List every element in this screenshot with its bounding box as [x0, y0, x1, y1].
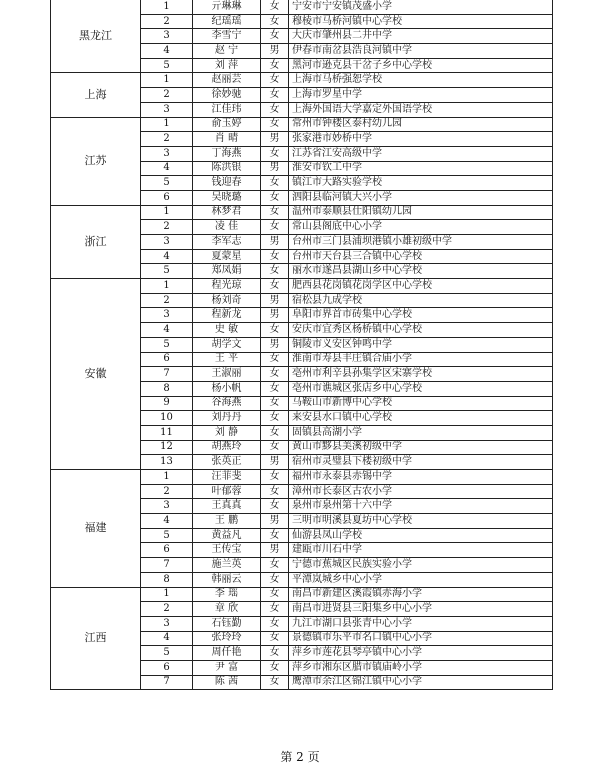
row-number: 6: [141, 543, 193, 558]
row-number: 5: [141, 337, 193, 352]
row-number: 1: [141, 587, 193, 602]
teacher-name: 王真真: [193, 499, 261, 514]
row-number: 10: [141, 411, 193, 426]
teacher-gender: 女: [261, 88, 289, 103]
teacher-name: 张英正: [193, 455, 261, 470]
row-number: 2: [141, 484, 193, 499]
teacher-list-table: [50, 0, 553, 690]
row-number: 4: [141, 514, 193, 529]
teacher-gender: 女: [261, 484, 289, 499]
teacher-gender: 女: [261, 279, 289, 294]
row-number: 7: [141, 558, 193, 573]
teacher-gender: 男: [261, 161, 289, 176]
teacher-name: 李 瑶: [193, 587, 261, 602]
teacher-name: 尹 富: [193, 660, 261, 675]
table-row: [51, 587, 553, 602]
school-name: 宁安市宁安镇茂盛小学: [289, 0, 553, 14]
teacher-name: 李雪宁: [193, 29, 261, 44]
row-number: 7: [141, 367, 193, 382]
province-cell: 江苏: [51, 117, 141, 205]
teacher-name: 石钰勤: [193, 616, 261, 631]
school-name: 福州市永泰县赤锡中学: [289, 470, 553, 485]
teacher-gender: 女: [261, 73, 289, 88]
school-name: 南昌市进贤县三阳集乡中心小学: [289, 602, 553, 617]
teacher-name: 亓琳琳: [193, 0, 261, 14]
row-number: 3: [141, 235, 193, 250]
school-name: 淮南市寿县丰庄镇合庙小学: [289, 352, 553, 367]
teacher-gender: 男: [261, 543, 289, 558]
teacher-gender: 女: [261, 176, 289, 191]
row-number: 1: [141, 0, 193, 14]
school-name: 上海外国语大学嘉定外国语学校: [289, 102, 553, 117]
school-name: 南昌市新建区溪霞镇赤海小学: [289, 587, 553, 602]
teacher-name: 黄益凡: [193, 528, 261, 543]
school-name: 仙游县凤山学校: [289, 528, 553, 543]
teacher-gender: 女: [261, 396, 289, 411]
teacher-name: 王传宝: [193, 543, 261, 558]
teacher-gender: 女: [261, 58, 289, 73]
teacher-gender: 女: [261, 0, 289, 14]
teacher-gender: 女: [261, 675, 289, 690]
teacher-gender: 女: [261, 558, 289, 573]
teacher-gender: 女: [261, 146, 289, 161]
row-number: 8: [141, 572, 193, 587]
teacher-name: 刘 萍: [193, 58, 261, 73]
teacher-gender: 女: [261, 367, 289, 382]
teacher-gender: 女: [261, 323, 289, 338]
teacher-name: 赵丽芸: [193, 73, 261, 88]
province-cell: 安徽: [51, 279, 141, 470]
school-name: 宿州市灵璧县下楼初级中学: [289, 455, 553, 470]
row-number: 3: [141, 29, 193, 44]
teacher-gender: 女: [261, 205, 289, 220]
school-name: 来安县水口镇中心学校: [289, 411, 553, 426]
teacher-name: 程光琼: [193, 279, 261, 294]
school-name: 铜陵市义安区钟鸣中学: [289, 337, 553, 352]
row-number: 6: [141, 352, 193, 367]
row-number: 2: [141, 132, 193, 147]
province-cell: 福建: [51, 470, 141, 588]
teacher-name: 凌 佳: [193, 220, 261, 235]
table-row: [51, 279, 553, 294]
school-name: 鹰潭市余江区锦江镇中心小学: [289, 675, 553, 690]
teacher-name: 叶郁蓉: [193, 484, 261, 499]
school-name: 宁德市蕉城区民族实验小学: [289, 558, 553, 573]
teacher-gender: 女: [261, 440, 289, 455]
teacher-gender: 女: [261, 411, 289, 426]
row-number: 6: [141, 660, 193, 675]
teacher-list-body: [51, 0, 553, 690]
row-number: 5: [141, 646, 193, 661]
school-name: 漳州市长泰区古农小学: [289, 484, 553, 499]
row-number: 2: [141, 602, 193, 617]
teacher-name: 江佳玮: [193, 102, 261, 117]
school-name: 亳州市利辛县孙集学区宋寨学校: [289, 367, 553, 382]
school-name: 阜阳市界首市砖集中心学校: [289, 308, 553, 323]
school-name: 萍乡市湘东区腊市镇庙岭小学: [289, 660, 553, 675]
teacher-gender: 女: [261, 14, 289, 29]
teacher-name: 施兰英: [193, 558, 261, 573]
teacher-gender: 男: [261, 235, 289, 250]
row-number: 2: [141, 220, 193, 235]
teacher-name: 史 敏: [193, 323, 261, 338]
school-name: 肥西县花岗镇花岗学区中心学校: [289, 279, 553, 294]
row-number: 13: [141, 455, 193, 470]
teacher-name: 徐妙驰: [193, 88, 261, 103]
row-number: 2: [141, 14, 193, 29]
row-number: 5: [141, 176, 193, 191]
row-number: 4: [141, 161, 193, 176]
row-number: 1: [141, 470, 193, 485]
row-number: 2: [141, 293, 193, 308]
row-number: 6: [141, 190, 193, 205]
teacher-gender: 男: [261, 132, 289, 147]
province-cell: 上海: [51, 73, 141, 117]
school-name: 台州市天台县三合镇中心学校: [289, 249, 553, 264]
school-name: 建瓯市川石中学: [289, 543, 553, 558]
row-number: 5: [141, 264, 193, 279]
row-number: 3: [141, 499, 193, 514]
row-number: 1: [141, 205, 193, 220]
school-name: 江苏省江安高级中学: [289, 146, 553, 161]
teacher-gender: 男: [261, 514, 289, 529]
table-row: [51, 470, 553, 485]
school-name: 上海市罗星中学: [289, 88, 553, 103]
province-cell: 黑龙江: [51, 0, 141, 73]
school-name: 温州市泰顺县仕阳镇幼儿园: [289, 205, 553, 220]
teacher-name: 俞玉婷: [193, 117, 261, 132]
teacher-gender: 女: [261, 499, 289, 514]
teacher-name: 丁海燕: [193, 146, 261, 161]
teacher-name: 刘丹丹: [193, 411, 261, 426]
teacher-name: 韩丽云: [193, 572, 261, 587]
teacher-name: 杨刘奇: [193, 293, 261, 308]
teacher-gender: 女: [261, 631, 289, 646]
row-number: 4: [141, 323, 193, 338]
row-number: 1: [141, 279, 193, 294]
teacher-name: 肖 晴: [193, 132, 261, 147]
row-number: 5: [141, 58, 193, 73]
row-number: 5: [141, 528, 193, 543]
teacher-gender: 男: [261, 44, 289, 59]
school-name: 台州市三门县浦坝港镇小雄初级中学: [289, 235, 553, 250]
teacher-gender: 女: [261, 29, 289, 44]
teacher-gender: 女: [261, 587, 289, 602]
teacher-gender: 女: [261, 352, 289, 367]
teacher-name: 王 鹏: [193, 514, 261, 529]
row-number: 12: [141, 440, 193, 455]
teacher-name: 吴晓璐: [193, 190, 261, 205]
row-number: 3: [141, 308, 193, 323]
row-number: 2: [141, 88, 193, 103]
teacher-gender: 男: [261, 308, 289, 323]
teacher-gender: 女: [261, 220, 289, 235]
row-number: 3: [141, 102, 193, 117]
province-cell: 浙江: [51, 205, 141, 278]
teacher-name: 钱迎春: [193, 176, 261, 191]
teacher-name: 胡学文: [193, 337, 261, 352]
teacher-name: 李军志: [193, 235, 261, 250]
table-row: [51, 205, 553, 220]
row-number: 1: [141, 117, 193, 132]
teacher-gender: 女: [261, 117, 289, 132]
school-name: 固镇县高湖小学: [289, 425, 553, 440]
school-name: 三明市明溪县夏坊中心学校: [289, 514, 553, 529]
teacher-gender: 女: [261, 470, 289, 485]
school-name: 萍乡市莲花县琴亭镇中心小学: [289, 646, 553, 661]
teacher-name: 林梦君: [193, 205, 261, 220]
teacher-name: 赵 宁: [193, 44, 261, 59]
school-name: 平潭岚城乡中心小学: [289, 572, 553, 587]
row-number: 9: [141, 396, 193, 411]
teacher-name: 胡燕玲: [193, 440, 261, 455]
teacher-gender: 女: [261, 616, 289, 631]
teacher-name: 王 平: [193, 352, 261, 367]
teacher-gender: 男: [261, 337, 289, 352]
teacher-gender: 女: [261, 264, 289, 279]
table-row: [51, 0, 553, 14]
teacher-name: 张玲玲: [193, 631, 261, 646]
teacher-gender: 女: [261, 249, 289, 264]
teacher-name: 周仟艳: [193, 646, 261, 661]
teacher-name: 杨小帆: [193, 381, 261, 396]
table-row: [51, 117, 553, 132]
row-number: 4: [141, 44, 193, 59]
school-name: 常州市钟楼区泰村幼儿园: [289, 117, 553, 132]
school-name: 常山县阁底中心小学: [289, 220, 553, 235]
row-number: 8: [141, 381, 193, 396]
teacher-name: 章 欣: [193, 602, 261, 617]
teacher-name: 谷海燕: [193, 396, 261, 411]
school-name: 泗阳县临河镇大兴小学: [289, 190, 553, 205]
teacher-gender: 女: [261, 425, 289, 440]
teacher-gender: 女: [261, 190, 289, 205]
school-name: 马鞍山市新博中心学校: [289, 396, 553, 411]
row-number: 4: [141, 631, 193, 646]
school-name: 景德镇市乐平市名口镇中心小学: [289, 631, 553, 646]
school-name: 大庆市肇州县二井中学: [289, 29, 553, 44]
row-number: 11: [141, 425, 193, 440]
school-name: 黄山市黟县美溪初级中学: [289, 440, 553, 455]
row-number: 3: [141, 146, 193, 161]
school-name: 宿松县九成学校: [289, 293, 553, 308]
teacher-gender: 男: [261, 455, 289, 470]
school-name: 黑河市逊克县干岔子乡中心学校: [289, 58, 553, 73]
school-name: 亳州市谯城区张店乡中心学校: [289, 381, 553, 396]
teacher-name: 王淑丽: [193, 367, 261, 382]
teacher-name: 刘 静: [193, 425, 261, 440]
province-cell: 江西: [51, 587, 141, 690]
school-name: 泉州市泉州第十六中学: [289, 499, 553, 514]
teacher-name: 陈 茜: [193, 675, 261, 690]
teacher-gender: 女: [261, 572, 289, 587]
row-number: 3: [141, 616, 193, 631]
teacher-gender: 女: [261, 381, 289, 396]
school-name: 镇江市大路实验学校: [289, 176, 553, 191]
teacher-gender: 男: [261, 293, 289, 308]
teacher-gender: 女: [261, 102, 289, 117]
teacher-name: 陈洪银: [193, 161, 261, 176]
row-number: 4: [141, 249, 193, 264]
school-name: 穆棱市马桥河镇中心学校: [289, 14, 553, 29]
school-name: 丽水市遂昌县湖山乡中心学校: [289, 264, 553, 279]
teacher-name: 程新龙: [193, 308, 261, 323]
school-name: 上海市马桥强恕学校: [289, 73, 553, 88]
school-name: 淮安市钦工中学: [289, 161, 553, 176]
teacher-name: 纪瑶瑶: [193, 14, 261, 29]
teacher-gender: 女: [261, 528, 289, 543]
table-row: [51, 73, 553, 88]
school-name: 安庆市宜秀区杨桥镇中心学校: [289, 323, 553, 338]
page-number: 第 2 页: [280, 750, 320, 764]
teacher-name: 夏蒙星: [193, 249, 261, 264]
teacher-name: 汪菲斐: [193, 470, 261, 485]
teacher-gender: 女: [261, 602, 289, 617]
school-name: 伊春市南岔县浩良河镇中学: [289, 44, 553, 59]
row-number: 1: [141, 73, 193, 88]
teacher-gender: 女: [261, 660, 289, 675]
row-number: 7: [141, 675, 193, 690]
school-name: 九江市湖口县张青中心小学: [289, 616, 553, 631]
teacher-name: 郑凤娟: [193, 264, 261, 279]
school-name: 张家港市妙桥中学: [289, 132, 553, 147]
teacher-gender: 女: [261, 646, 289, 661]
